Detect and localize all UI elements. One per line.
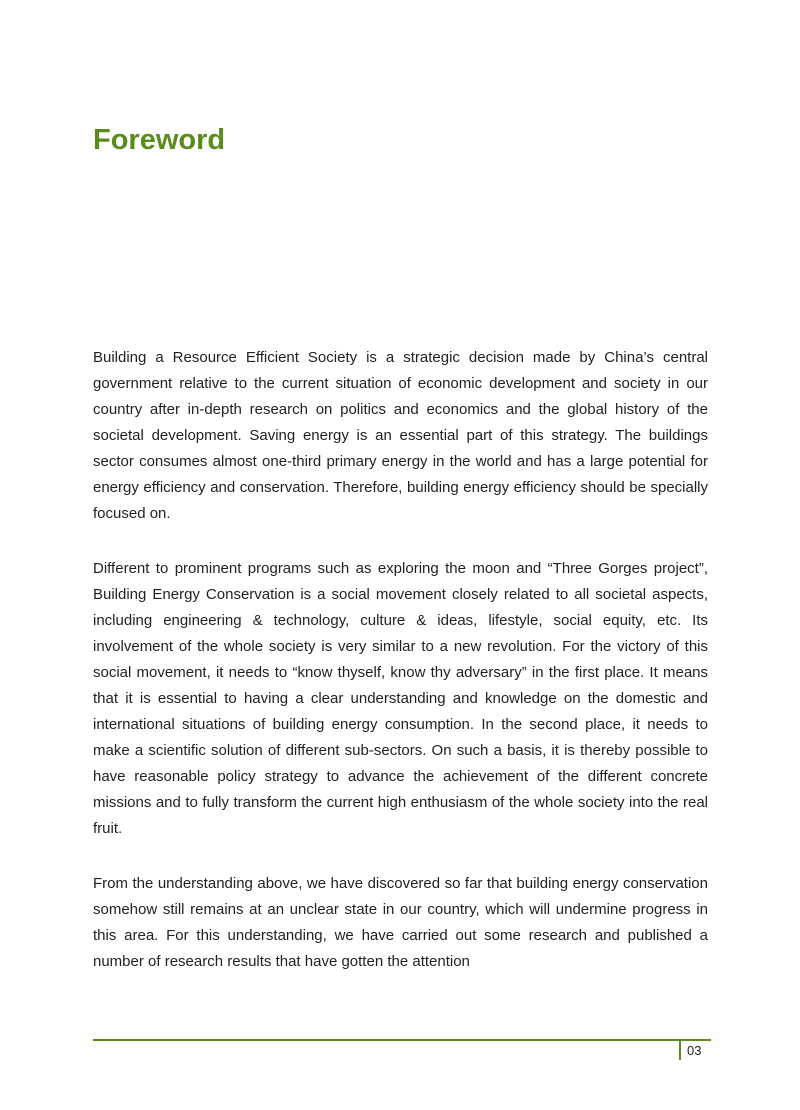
paragraph: Building a Resource Efficient Society is a strategic decision made by China’s central government relative to the current situation of economic development and society in our country after in-depth research on politics and economics and the global history of the societal development. Saving energy is an essential part of this strategy. The buildings sector consumes almost one-third primary energy in the world and has a large potential for energy efficiency and conservation. Therefore, building energy efficiency should be specially focused on. xyxy=(93,349,708,522)
paragraph: From the understanding above, we have discovered so far that building energy conservation somehow still remains at an unclear state in our country, which will undermine progress in this area. For this understanding, we have carried out some research and published a number of research results that have gotten the attention xyxy=(93,875,708,970)
page-number-separator xyxy=(679,1041,681,1060)
body-text xyxy=(93,345,708,1004)
page-title: Foreword xyxy=(93,124,226,156)
footer-divider xyxy=(93,1039,711,1041)
page-number: 03 xyxy=(687,1043,702,1058)
paragraph: Different to prominent programs such as exploring the moon and “Three Gorges project”, Building Energy Conservation is a social movement closely related to all societal aspects, including engineering & technology, culture & ideas, lifestyle, social equity, etc. Its involvement of the whole society is very similar to a new revolution. For the victory of this social movement, it needs to “know thyself, know thy adversary” in the first place. It means that it is essential to having a clear understanding and knowledge on the domestic and international situations of building energy consumption. In the second place, it needs to make a scientific solution of different sub-sectors. On such a basis, it is thereby possible to have reasonable policy strategy to advance the achievement of the different concrete missions and to fully transform the current high enthusiasm of the whole society into the real fruit. xyxy=(93,560,708,837)
